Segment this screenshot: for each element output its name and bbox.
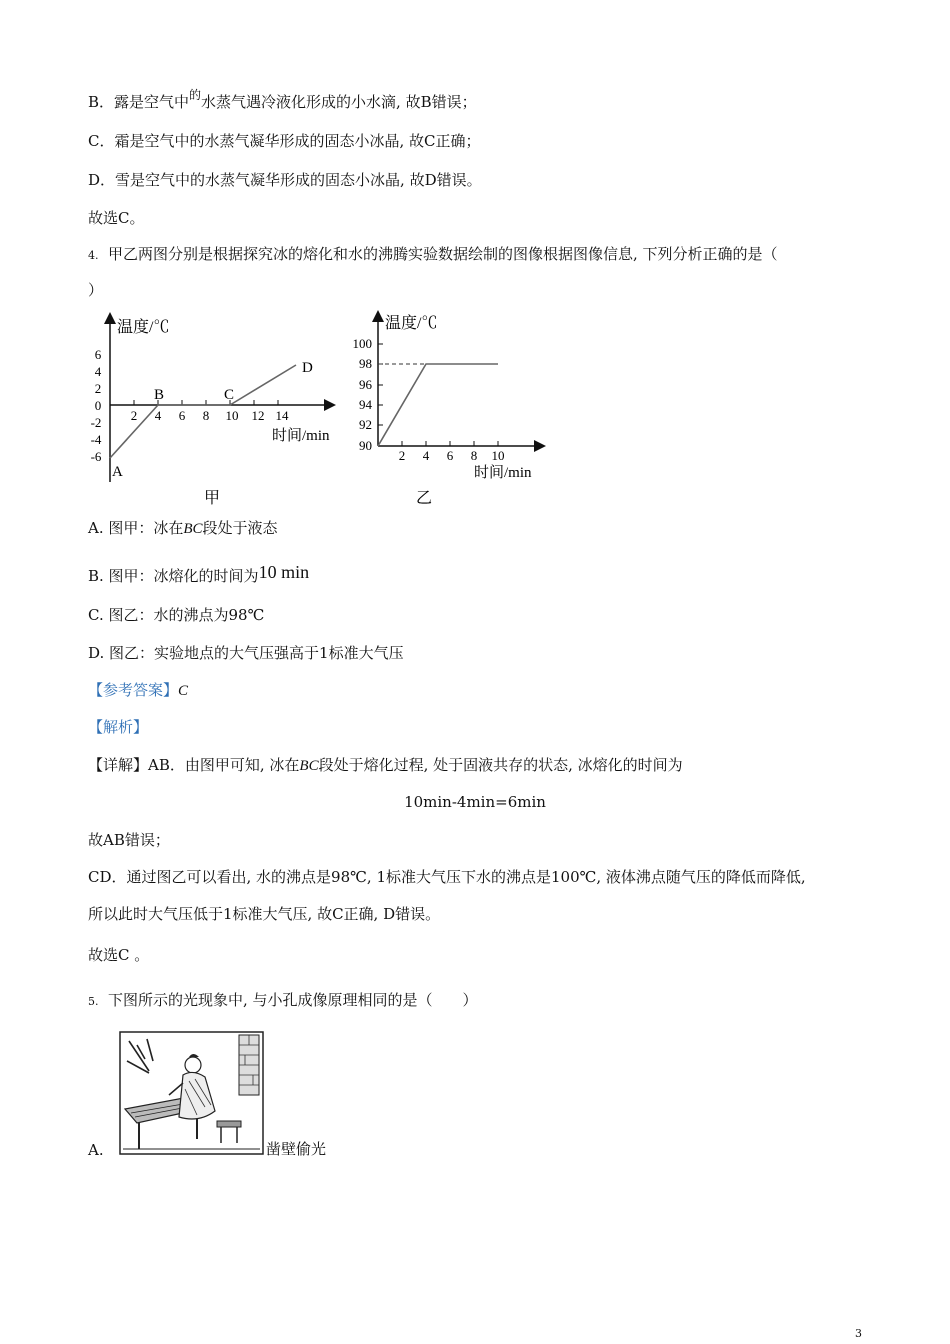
yi-xtick: 2 xyxy=(398,448,406,463)
answer-value: C xyxy=(178,683,189,699)
jia-ytick: 6 xyxy=(94,347,102,362)
analysis-label: 【解析】 xyxy=(88,718,149,736)
q5-number: 5. xyxy=(88,995,99,1008)
yi-xlabel: 时间/min xyxy=(474,465,532,481)
figure-yi xyxy=(352,310,552,510)
jia-point-c: C xyxy=(224,387,235,403)
yi-ytick: 98 xyxy=(359,356,372,371)
option-b-prefix: B．露是空气中 xyxy=(88,93,190,111)
jia-ytick: -6 xyxy=(90,449,102,464)
jia-ytick: -4 xyxy=(90,432,102,447)
q4-option-a[interactable]: A. 图甲：冰在BC段处于液态 xyxy=(88,519,278,537)
figure-jia xyxy=(84,310,354,510)
yi-xtick: 6 xyxy=(446,448,454,463)
jia-xtick: 2 xyxy=(130,408,138,423)
q4-number: 4. xyxy=(88,249,99,262)
q4-conclusion: 故选C 。 xyxy=(88,946,150,964)
option-b-prev xyxy=(88,88,477,113)
yi-ytick: 92 xyxy=(359,417,372,432)
yi-caption: 乙 xyxy=(415,488,433,507)
cd-line2: 所以此时大气压低于1标准大气压, 故C正确, D错误。 xyxy=(88,905,441,923)
q5-stem-text: 下图所示的光现象中, 与小孔成像原理相同的是（ ） xyxy=(108,991,478,1009)
yi-xtick: 8 xyxy=(470,448,478,463)
jia-xtick: 8 xyxy=(202,408,210,423)
equation: 10min-4min=6min xyxy=(404,793,546,811)
q4-option-b[interactable]: B. 图甲：冰熔化的时间为10 min xyxy=(88,562,310,585)
jia-ytick: -2 xyxy=(90,415,102,430)
q5-option-a-caption: 凿壁偷光 xyxy=(266,1140,327,1158)
jia-point-a: A xyxy=(112,464,123,480)
jia-xtick: 14 xyxy=(275,408,289,423)
yi-boiling-curve xyxy=(378,364,498,446)
q4-stem-line1 xyxy=(88,244,778,266)
jia-xtick: 6 xyxy=(178,408,186,423)
jia-ylabel: 温度/℃ xyxy=(117,319,170,336)
ab-wrong: 故AB错误； xyxy=(88,831,170,849)
jia-xlabel: 时间/min xyxy=(272,428,330,444)
q5-option-a-letter[interactable]: A. xyxy=(88,1141,104,1159)
q5-stem xyxy=(88,990,478,1012)
page-number: 3 xyxy=(855,1327,862,1340)
jia-xtick: 10 xyxy=(225,408,239,423)
q4-option-c[interactable]: C. 图乙：水的沸点为98℃ xyxy=(88,606,265,624)
q4-option-d[interactable]: D. 图乙：实验地点的大气压强高于1标准大气压 xyxy=(88,644,404,662)
prev-conclusion: 故选C。 xyxy=(88,209,145,227)
jia-point-d: D xyxy=(302,360,313,376)
yi-ytick: 94 xyxy=(359,397,372,412)
answer-line xyxy=(88,680,188,701)
detail-label: 【详解】 xyxy=(88,756,149,774)
yi-ytick: 90 xyxy=(359,438,372,453)
q4-stem-text: 甲乙两图分别是根据探究冰的熔化和水的沸腾实验数据绘制的图像根据图像信息, 下列分析正确的是（ xyxy=(108,245,778,263)
yi-xtick: 4 xyxy=(422,448,430,463)
yi-xtick: 10 xyxy=(491,448,505,463)
q4-stem-line2: ） xyxy=(88,281,104,299)
yi-ytick: 96 xyxy=(359,377,372,392)
detail-line: 【详解】AB．由图甲可知, 冰在BC段处于熔化过程, 处于固液共存的状态, 冰熔化的时间为 xyxy=(88,756,683,774)
yi-ylabel: 温度/℃ xyxy=(385,315,438,332)
jia-xtick: 4 xyxy=(154,408,162,423)
jia-caption: 甲 xyxy=(203,488,221,507)
jia-ytick: 2 xyxy=(94,381,102,396)
option-c-prev: C．霜是空气中的水蒸气凝华形成的固态小冰晶, 故C正确； xyxy=(88,132,481,150)
jia-xtick: 12 xyxy=(251,408,265,423)
q5-option-a-illustration[interactable] xyxy=(119,1031,264,1155)
jia-ytick: 0 xyxy=(94,398,102,413)
jia-point-b: B xyxy=(154,387,165,403)
option-b-sup: 的 xyxy=(189,88,202,102)
jia-ytick: 4 xyxy=(94,364,102,379)
option-d-prev: D．雪是空气中的水蒸气凝华形成的固态小冰晶, 故D错误。 xyxy=(88,171,482,189)
answer-label: 【参考答案】 xyxy=(88,681,179,699)
cd-line1: CD．通过图乙可以看出, 水的沸点是98℃, 1标准大气压下水的沸点是100℃, 液体沸点随气压的降低而降低, xyxy=(88,868,806,886)
yi-ytick: 100 xyxy=(352,336,372,351)
option-b-suffix: 水蒸气遇冷液化形成的小水滴, 故B错误； xyxy=(201,93,477,111)
